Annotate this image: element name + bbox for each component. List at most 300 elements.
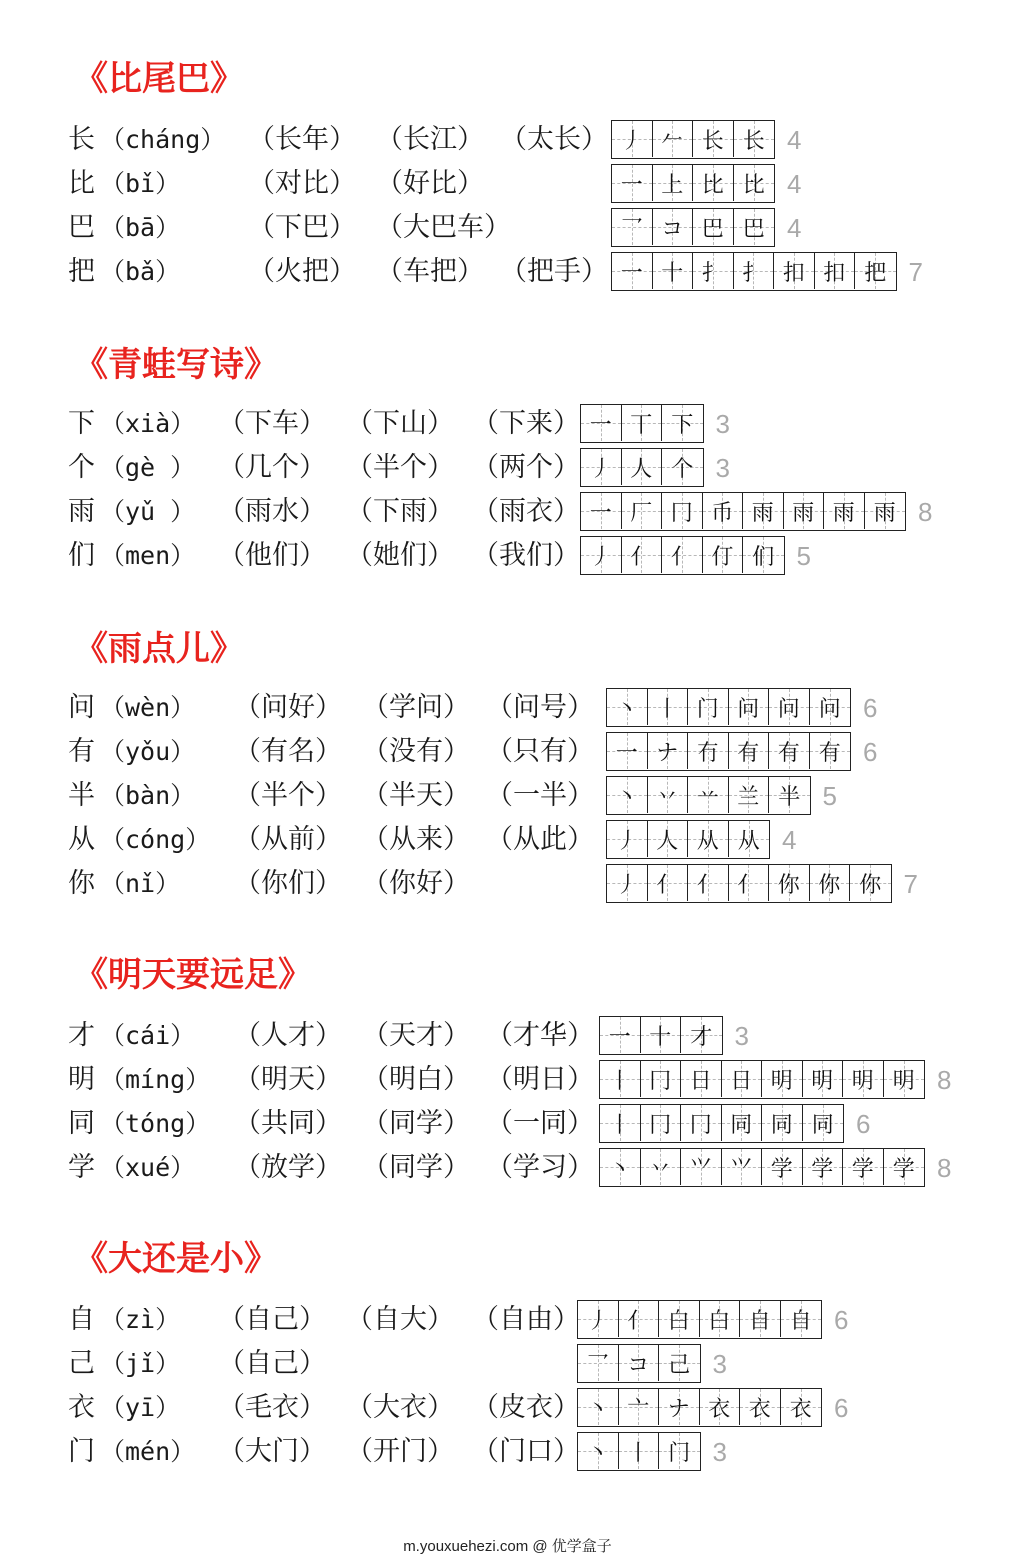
stroke-cell xyxy=(722,1149,763,1185)
stroke-cell xyxy=(607,689,648,725)
stroke-glyph: コ xyxy=(661,216,684,242)
stroke-glyph: ナ xyxy=(656,740,679,766)
stroke-cell xyxy=(843,1149,884,1185)
stroke-cell xyxy=(581,537,622,573)
stroke-count: 5 xyxy=(796,541,811,571)
stroke-count: 6 xyxy=(856,1109,871,1139)
stroke-glyph: 把 xyxy=(864,260,887,286)
stroke-count: 3 xyxy=(712,1437,727,1467)
pinyin: （gè ） xyxy=(100,453,196,482)
stroke-glyph: 同 xyxy=(811,1112,834,1138)
stroke-cell xyxy=(581,449,622,485)
stroke-glyph: 才 xyxy=(690,1024,713,1050)
stroke-glyph: 丿 xyxy=(589,456,612,482)
stroke-glyph: 你 xyxy=(777,872,800,898)
stroke-glyph: 丅 xyxy=(630,412,653,438)
stroke-glyph: 丶 xyxy=(615,696,638,722)
example-word: （下巴） xyxy=(248,212,356,243)
lesson-title: 《雨点儿》 xyxy=(74,629,244,669)
stroke-cell xyxy=(688,821,729,857)
stroke-cell xyxy=(578,1345,619,1381)
stroke-cell xyxy=(600,1061,641,1097)
stroke-glyph: 扌 xyxy=(701,260,724,286)
stroke-glyph: 一 xyxy=(589,500,612,526)
example-word: （半个） xyxy=(346,452,454,483)
character: 衣 xyxy=(68,1392,95,1423)
stroke-cell xyxy=(619,1345,660,1381)
stroke-cell xyxy=(653,209,694,245)
stroke-glyph: ⺍ xyxy=(689,1156,712,1182)
stroke-cell xyxy=(688,777,729,813)
example-word: （问号） xyxy=(486,692,594,723)
stroke-glyph: 日 xyxy=(730,1068,753,1094)
stroke-glyph: 亠 xyxy=(627,1396,650,1422)
stroke-cell xyxy=(865,493,906,529)
stroke-cell xyxy=(803,1061,844,1097)
stroke-order-grid xyxy=(577,1432,701,1471)
example-word: （天才） xyxy=(362,1020,470,1051)
stroke-glyph: 丨 xyxy=(608,1068,631,1094)
example-word: （才华） xyxy=(486,1020,594,1051)
character: 比 xyxy=(68,168,95,199)
stroke-cell xyxy=(693,253,734,289)
stroke-glyph: 从 xyxy=(737,828,760,854)
stroke-count: 6 xyxy=(834,1393,849,1423)
stroke-glyph: 雨 xyxy=(873,500,896,526)
example-word: （明白） xyxy=(362,1064,470,1095)
stroke-cell xyxy=(729,865,770,901)
example-word: （半个） xyxy=(234,780,342,811)
pinyin: （yī） xyxy=(100,1393,181,1422)
example-word: （同学） xyxy=(362,1152,470,1183)
stroke-order-grid xyxy=(611,120,775,159)
stroke-glyph: 人 xyxy=(656,828,679,854)
example-word: （车把） xyxy=(376,256,484,287)
stroke-glyph: コ xyxy=(627,1352,650,1378)
stroke-count: 3 xyxy=(734,1021,749,1051)
example-word: （人才） xyxy=(234,1020,342,1051)
stroke-cell xyxy=(815,253,856,289)
stroke-cell xyxy=(774,253,815,289)
stroke-glyph: 明 xyxy=(811,1068,834,1094)
stroke-cell xyxy=(641,1061,682,1097)
character: 雨 xyxy=(68,496,95,527)
stroke-cell xyxy=(781,1389,822,1425)
pinyin: （tóng） xyxy=(100,1109,211,1138)
stroke-cell xyxy=(612,165,653,201)
stroke-count: 3 xyxy=(715,409,730,439)
stroke-glyph: 扣 xyxy=(782,260,805,286)
stroke-glyph: 同 xyxy=(770,1112,793,1138)
stroke-cell xyxy=(662,493,703,529)
stroke-cell xyxy=(850,865,891,901)
stroke-count: 6 xyxy=(834,1305,849,1335)
stroke-glyph: 丷 xyxy=(649,1156,672,1182)
stroke-cell xyxy=(769,689,810,725)
stroke-order-grid xyxy=(599,1148,925,1187)
stroke-glyph: 衣 xyxy=(748,1396,771,1422)
character: 们 xyxy=(68,540,95,571)
stroke-cell xyxy=(648,777,689,813)
stroke-glyph: 半 xyxy=(778,784,801,810)
stroke-glyph: 人 xyxy=(630,456,653,482)
stroke-count: 8 xyxy=(937,1153,952,1183)
stroke-cell xyxy=(659,1433,700,1469)
stroke-cell xyxy=(729,733,770,769)
stroke-order-grid xyxy=(599,1016,723,1055)
stroke-cell xyxy=(703,493,744,529)
stroke-order-grid xyxy=(599,1060,925,1099)
stroke-glyph: ⺍ xyxy=(730,1156,753,1182)
stroke-count: 3 xyxy=(715,453,730,483)
stroke-glyph: 亻 xyxy=(627,1308,650,1334)
stroke-cell xyxy=(729,821,770,857)
example-word: （大巴车） xyxy=(376,212,511,243)
example-word: （雨水） xyxy=(218,496,326,527)
pinyin: （cái） xyxy=(100,1021,196,1050)
stroke-order-grid xyxy=(606,820,770,859)
stroke-cell xyxy=(641,1105,682,1141)
stroke-cell xyxy=(824,493,865,529)
stroke-cell xyxy=(622,405,663,441)
stroke-cell xyxy=(729,777,770,813)
pinyin: （xué） xyxy=(100,1153,196,1182)
stroke-cell xyxy=(729,689,770,725)
stroke-cell xyxy=(641,1149,682,1185)
stroke-cell xyxy=(722,1061,763,1097)
stroke-glyph: 明 xyxy=(770,1068,793,1094)
example-word: （学习） xyxy=(486,1152,594,1183)
character: 问 xyxy=(68,692,95,723)
stroke-cell xyxy=(659,1389,700,1425)
stroke-glyph: 巴 xyxy=(742,216,765,242)
pinyin: （nǐ） xyxy=(100,869,181,898)
stroke-glyph: 亻 xyxy=(696,872,719,898)
example-word: （没有） xyxy=(362,736,470,767)
lesson-title: 《青蛙写诗》 xyxy=(74,345,278,385)
example-word: （有名） xyxy=(234,736,342,767)
lesson-title: 《大还是小》 xyxy=(74,1239,278,1279)
stroke-order-grid xyxy=(580,492,906,531)
stroke-glyph: 自 xyxy=(789,1308,812,1334)
stroke-glyph: 白 xyxy=(708,1308,731,1334)
stroke-order-grid xyxy=(599,1104,844,1143)
character: 把 xyxy=(68,256,95,287)
example-word: （把手） xyxy=(500,256,608,287)
character: 才 xyxy=(68,1020,95,1051)
stroke-cell xyxy=(803,1105,844,1141)
pinyin: （zì） xyxy=(100,1305,181,1334)
stroke-glyph: 𠂉 xyxy=(661,128,684,154)
stroke-cell xyxy=(578,1301,619,1337)
stroke-glyph: 扣 xyxy=(823,260,846,286)
example-word: （问好） xyxy=(234,692,342,723)
stroke-cell xyxy=(743,493,784,529)
pinyin: （jǐ） xyxy=(100,1349,181,1378)
stroke-count: 5 xyxy=(822,781,837,811)
stroke-glyph: 巴 xyxy=(701,216,724,242)
stroke-cell xyxy=(843,1061,884,1097)
pinyin: （bǐ） xyxy=(100,169,181,198)
stroke-glyph: 兰 xyxy=(737,784,760,810)
stroke-glyph: 学 xyxy=(770,1156,793,1182)
stroke-glyph: 门 xyxy=(668,1440,691,1466)
stroke-cell xyxy=(734,253,775,289)
stroke-glyph: 一 xyxy=(620,260,643,286)
example-word: （下车） xyxy=(218,408,326,439)
stroke-glyph: 一 xyxy=(608,1024,631,1050)
stroke-glyph: 亻 xyxy=(737,872,760,898)
stroke-count: 4 xyxy=(787,213,802,243)
stroke-glyph: 十 xyxy=(649,1024,672,1050)
example-word: （两个） xyxy=(472,452,580,483)
stroke-glyph: 冂 xyxy=(670,500,693,526)
pinyin: （mén） xyxy=(100,1437,196,1466)
stroke-cell xyxy=(693,121,734,157)
stroke-cell xyxy=(700,1389,741,1425)
stroke-glyph: 丨 xyxy=(656,696,679,722)
stroke-glyph: 亻 xyxy=(670,544,693,570)
stroke-cell xyxy=(581,405,622,441)
character: 明 xyxy=(68,1064,95,1095)
stroke-cell xyxy=(740,1301,781,1337)
stroke-cell xyxy=(784,493,825,529)
stroke-cell xyxy=(578,1389,619,1425)
stroke-glyph: 一 xyxy=(589,412,612,438)
stroke-cell xyxy=(612,253,653,289)
character: 己 xyxy=(68,1348,95,1379)
stroke-glyph: 冇 xyxy=(696,740,719,766)
stroke-cell xyxy=(762,1149,803,1185)
stroke-cell xyxy=(681,1105,722,1141)
stroke-glyph: 雨 xyxy=(832,500,855,526)
stroke-cell xyxy=(619,1433,660,1469)
stroke-count: 7 xyxy=(903,869,918,899)
stroke-glyph: 学 xyxy=(811,1156,834,1182)
stroke-cell xyxy=(619,1301,660,1337)
stroke-glyph: 十 xyxy=(661,260,684,286)
stroke-glyph: 衣 xyxy=(708,1396,731,1422)
pinyin: （yǒu） xyxy=(100,737,196,766)
stroke-cell xyxy=(681,1017,722,1053)
stroke-order-grid xyxy=(606,688,851,727)
stroke-cell xyxy=(769,733,810,769)
stroke-order-grid xyxy=(606,864,892,903)
pinyin: （xià） xyxy=(100,409,196,438)
stroke-cell xyxy=(607,821,648,857)
stroke-glyph: 问 xyxy=(777,696,800,722)
stroke-cell xyxy=(622,493,663,529)
character: 你 xyxy=(68,868,95,899)
stroke-glyph: 日 xyxy=(689,1068,712,1094)
stroke-glyph: 仃 xyxy=(711,544,734,570)
stroke-glyph: 丿 xyxy=(615,872,638,898)
stroke-cell xyxy=(734,165,775,201)
stroke-order-grid xyxy=(580,404,704,443)
stroke-glyph: 丨 xyxy=(627,1440,650,1466)
stroke-glyph: 丶 xyxy=(586,1396,609,1422)
stroke-cell xyxy=(681,1061,722,1097)
stroke-cell xyxy=(688,733,729,769)
character: 有 xyxy=(68,736,95,767)
stroke-order-grid xyxy=(577,1388,822,1427)
stroke-cell xyxy=(734,121,775,157)
stroke-cell xyxy=(810,865,851,901)
stroke-glyph: 有 xyxy=(777,740,800,766)
stroke-cell xyxy=(855,253,896,289)
stroke-cell xyxy=(581,493,622,529)
stroke-cell xyxy=(662,449,703,485)
stroke-glyph: 己 xyxy=(668,1352,691,1378)
character: 半 xyxy=(68,780,95,811)
example-word: （大衣） xyxy=(346,1392,454,1423)
example-word: （大门） xyxy=(218,1436,326,1467)
stroke-count: 8 xyxy=(918,497,933,527)
stroke-glyph: 乛 xyxy=(620,216,643,242)
stroke-glyph: 比 xyxy=(701,172,724,198)
stroke-glyph: 丶 xyxy=(608,1156,631,1182)
stroke-cell xyxy=(762,1105,803,1141)
example-word: （从来） xyxy=(362,824,470,855)
character: 下 xyxy=(68,408,95,439)
stroke-cell xyxy=(884,1149,925,1185)
example-word: （半天） xyxy=(362,780,470,811)
stroke-order-grid xyxy=(580,536,785,575)
stroke-glyph: 长 xyxy=(742,128,765,154)
pinyin: （míng） xyxy=(100,1065,211,1094)
stroke-glyph: 你 xyxy=(818,872,841,898)
character: 门 xyxy=(68,1436,95,1467)
stroke-glyph: 丨 xyxy=(608,1112,631,1138)
stroke-glyph: 厂 xyxy=(630,500,653,526)
pinyin: （bā） xyxy=(100,213,181,242)
stroke-cell xyxy=(578,1433,619,1469)
stroke-glyph: 冂 xyxy=(649,1112,672,1138)
example-word: （长年） xyxy=(248,124,356,155)
example-word: （自己） xyxy=(218,1304,326,1335)
stroke-glyph: 丿 xyxy=(615,828,638,854)
stroke-cell xyxy=(648,821,689,857)
stroke-count: 3 xyxy=(712,1349,727,1379)
stroke-cell xyxy=(740,1389,781,1425)
example-word: （他们） xyxy=(218,540,326,571)
character: 长 xyxy=(68,124,95,155)
stroke-count: 4 xyxy=(787,125,802,155)
stroke-glyph: 亻 xyxy=(656,872,679,898)
stroke-glyph: 门 xyxy=(696,696,719,722)
stroke-order-grid xyxy=(611,252,897,291)
stroke-cell xyxy=(607,865,648,901)
stroke-cell xyxy=(662,405,703,441)
stroke-cell xyxy=(648,733,689,769)
stroke-cell xyxy=(648,865,689,901)
stroke-glyph: 一 xyxy=(615,740,638,766)
pinyin: （men） xyxy=(100,541,196,570)
stroke-count: 4 xyxy=(787,169,802,199)
stroke-count: 6 xyxy=(863,693,878,723)
stroke-glyph: 有 xyxy=(818,740,841,766)
stroke-cell xyxy=(641,1017,682,1053)
stroke-glyph: 自 xyxy=(748,1308,771,1334)
stroke-glyph: 一 xyxy=(620,172,643,198)
example-word: （从此） xyxy=(486,824,594,855)
stroke-order-grid xyxy=(577,1300,822,1339)
stroke-cell xyxy=(693,209,734,245)
stroke-count: 4 xyxy=(782,825,797,855)
stroke-cell xyxy=(803,1149,844,1185)
stroke-cell xyxy=(622,537,663,573)
stroke-glyph: 冂 xyxy=(649,1068,672,1094)
stroke-cell xyxy=(659,1301,700,1337)
stroke-cell xyxy=(762,1061,803,1097)
pinyin: （yǔ ） xyxy=(100,497,196,526)
lesson-title: 《明天要远足》 xyxy=(74,955,312,995)
example-word: （火把） xyxy=(248,256,356,287)
stroke-order-grid xyxy=(606,776,811,815)
example-word: （毛衣） xyxy=(218,1392,326,1423)
stroke-cell xyxy=(700,1301,741,1337)
stroke-glyph: 你 xyxy=(859,872,882,898)
example-word: （皮衣） xyxy=(472,1392,580,1423)
stroke-glyph: 扌 xyxy=(742,260,765,286)
example-word: （只有） xyxy=(486,736,594,767)
stroke-count: 7 xyxy=(908,257,923,287)
stroke-cell xyxy=(769,865,810,901)
example-word: （自己） xyxy=(218,1348,326,1379)
stroke-cell xyxy=(659,1345,700,1381)
stroke-cell xyxy=(648,689,689,725)
stroke-glyph: ナ xyxy=(667,1396,690,1422)
character: 同 xyxy=(68,1108,95,1139)
stroke-glyph: 雨 xyxy=(751,500,774,526)
stroke-cell xyxy=(781,1301,822,1337)
stroke-order-grid xyxy=(611,164,775,203)
character: 从 xyxy=(68,824,95,855)
pinyin: （bǎ） xyxy=(100,257,181,286)
character: 自 xyxy=(68,1304,95,1335)
example-word: （同学） xyxy=(362,1108,470,1139)
stroke-glyph: 亻 xyxy=(630,544,653,570)
stroke-order-grid xyxy=(577,1344,701,1383)
example-word: （下来） xyxy=(472,408,580,439)
example-word: （你们） xyxy=(234,868,342,899)
example-word: （开门） xyxy=(346,1436,454,1467)
stroke-cell xyxy=(600,1017,641,1053)
example-word: （雨衣） xyxy=(472,496,580,527)
stroke-cell xyxy=(810,733,851,769)
example-word: （太长） xyxy=(500,124,608,155)
stroke-glyph: 学 xyxy=(892,1156,915,1182)
example-word: （她们） xyxy=(346,540,454,571)
stroke-glyph: 上 xyxy=(661,172,684,198)
character: 巴 xyxy=(68,212,95,243)
example-word: （自大） xyxy=(346,1304,454,1335)
stroke-glyph: 丷 xyxy=(656,784,679,810)
pinyin: （bàn） xyxy=(100,781,196,810)
stroke-cell xyxy=(769,777,810,813)
stroke-glyph: 丿 xyxy=(586,1308,609,1334)
stroke-cell xyxy=(619,1389,660,1425)
stroke-cell xyxy=(653,121,694,157)
stroke-glyph: 个 xyxy=(671,456,694,482)
stroke-cell xyxy=(653,165,694,201)
stroke-glyph: 币 xyxy=(711,500,734,526)
stroke-cell xyxy=(734,209,775,245)
stroke-cell xyxy=(703,537,744,573)
character: 个 xyxy=(68,452,95,483)
stroke-glyph: 学 xyxy=(851,1156,874,1182)
stroke-cell xyxy=(612,121,653,157)
